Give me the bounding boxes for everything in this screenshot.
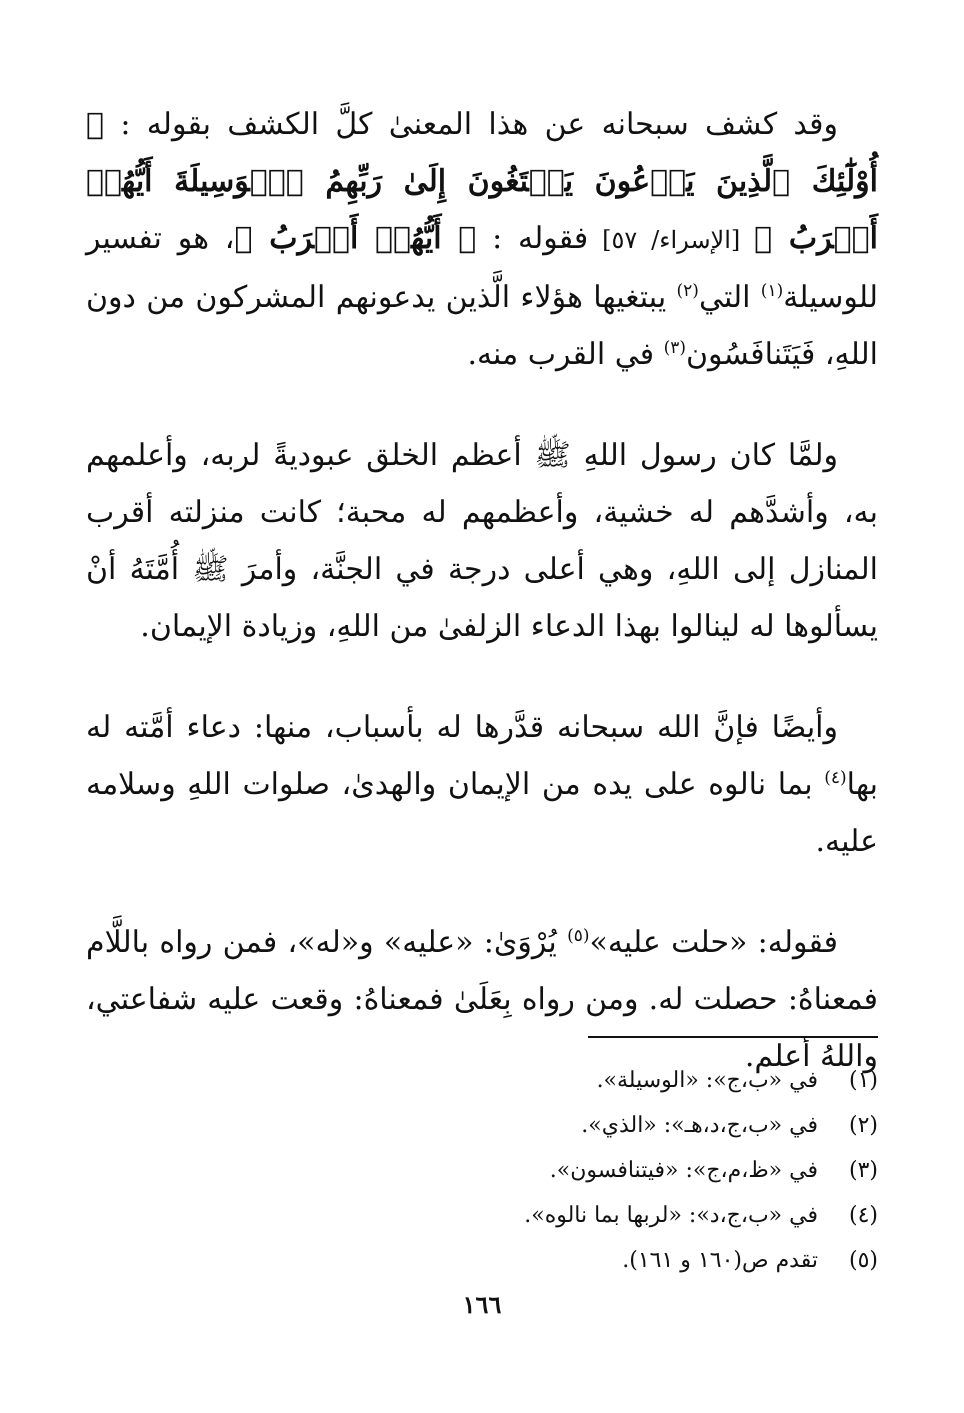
footnote-text: في «ب،ج،د»: «لربها بما نالوه».	[524, 1203, 818, 1228]
paragraph-text: وأيضًا فإنَّ الله سبحانه قدَّرها له بأسباب، منها: دعاء أمَّته له بها	[86, 710, 878, 802]
footnote-text: في «ب،ج،د،هـ»: «الذي».	[581, 1113, 818, 1138]
footnote-5	[86, 1238, 878, 1283]
main-text	[86, 96, 878, 1129]
footnote-text: تقدم ص(١٦٠ و ١٦١).	[622, 1248, 818, 1273]
paragraph-text: يبتغيها هؤلاء الَّذين يدعونهم المشركون من دون اللهِ، فَيَتَنافَسُون	[86, 280, 878, 372]
footnote-number: (٢)	[848, 1113, 878, 1138]
paragraph-text: ولمَّا كان رسول اللهِ ﷺ أعظم الخلق عبوديةً لربه، وأعلمهم به، وأشدَّهم له خشية، وأعظمهم له محبة؛ كانت منزلته أقرب المنازل إلى اللهِ، وهي أعلى درجة في الجنَّة، وأمرَ ﷺ أُمَّتَهُ أنْ يسألوها له لينالوا بهذا الدعاء الزلفىٰ من اللهِ، وزيادة الإيمان.	[86, 438, 878, 644]
paragraph	[86, 699, 878, 870]
verse-reference: [الإسراء/ ٥٧]	[588, 226, 755, 254]
footnote-marker: (٣)	[663, 338, 687, 358]
paragraph-text: فقوله :	[476, 221, 589, 256]
footnote-marker: (١)	[760, 281, 784, 301]
paragraph-text: ، هو تفسير للوسيلة	[86, 221, 878, 315]
quran-verse: ﴿ أُوْلَٰٓئِكَ ٱلَّذِينَ يَدۡعُونَ يَبۡتَغُونَ إِلَىٰ رَبِّهِمُ ٱلۡوَسِيلَةَ أَيُّهُمۡ أَقۡرَبُ ﴾	[86, 107, 879, 256]
paragraph-text: فقوله: «حلت عليه»	[589, 925, 838, 960]
footnotes	[86, 1058, 878, 1283]
paragraph-text: وقد كشف سبحانه عن هذا المعنىٰ كلَّ الكشف بقوله :	[104, 107, 838, 142]
paragraph-text: التي	[698, 280, 761, 315]
page-number: ١٦٦	[462, 1290, 502, 1319]
footnote-separator	[588, 1036, 878, 1038]
paragraph-text: بما نالوه على يده من الإيمان والهدىٰ، صلوات اللهِ وسلامه عليه.	[86, 767, 878, 859]
footnote-marker: (٥)	[567, 926, 590, 946]
quran-verse: ﴿ أَيُّهُمۡ أَقۡرَبُ ﴾	[234, 221, 477, 256]
footnote-3	[86, 1148, 878, 1193]
footnote-1	[86, 1058, 878, 1103]
footnote-4	[86, 1193, 878, 1238]
footnote-number: (٣)	[848, 1158, 878, 1183]
footnote-2	[86, 1103, 878, 1148]
paragraph-text: في القرب منه.	[467, 337, 664, 372]
paragraph-text: يُرْوَىٰ: «عليه» و«له»، فمن رواه باللَّام فمعناهُ: حصلت له. ومن رواه بِعَلَىٰ فمعناهُ: وقعت عليه شفاعتي، واللهُ أعلم.	[86, 925, 878, 1074]
footnote-marker: (٤)	[824, 768, 847, 788]
footnote-number: (١)	[848, 1068, 878, 1093]
footnote-number: (٤)	[848, 1203, 878, 1228]
paragraph	[86, 427, 878, 655]
footnote-marker: (٢)	[676, 281, 699, 301]
footnote-number: (٥)	[848, 1248, 878, 1273]
footnote-text: في «ب،ج»: «الوسيلة».	[596, 1068, 818, 1093]
footnote-text: في «ظ،م،ج»: «فيتنافسون».	[549, 1158, 818, 1183]
paragraph	[86, 96, 878, 383]
